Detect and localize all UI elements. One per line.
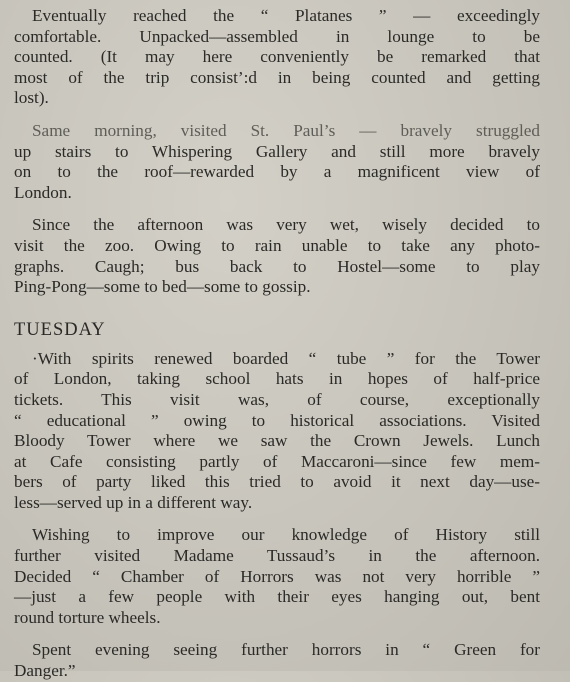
text-line: at Cafe consisting partly of Maccaroni—since few mem- (14, 451, 540, 471)
text-line: Ping-Pong—some to bed—some to gossip. (14, 277, 311, 297)
paragraph-st-pauls (14, 121, 540, 203)
paragraph-madame-tussauds (14, 525, 540, 628)
text-line: —just a few people with their eyes hanging out, bent (14, 587, 540, 607)
text-line: ·With spirits renewed boarded “ tube ” for the Tower (32, 348, 540, 368)
text-line: tickets. This visit was, of course, exceptionally (14, 389, 540, 409)
text-line: up stairs to Whispering Gallery and still more bravely (14, 141, 540, 161)
text-line: “ educational ” owing to historical associations. Visited (14, 410, 540, 430)
section-heading-tuesday: TUESDAY (14, 319, 106, 340)
text-line: Wishing to improve our knowledge of History still (32, 525, 540, 545)
text-line: Same morning, visited St. Paul’s — bravely struggled (32, 120, 540, 140)
paragraph-green-for-danger (14, 640, 540, 681)
text-line: of London, taking school hats in hopes of half-price (14, 369, 540, 389)
paragraph-tower-of-london (14, 349, 540, 514)
text-line: less—served up in a different way. (14, 492, 253, 512)
text-line: comfortable. Unpacked—assembled in lounge to be (14, 26, 540, 46)
text-line: London. (14, 182, 72, 202)
text-line: bers of party liked this tried to avoid it next day—use- (14, 472, 540, 492)
text-line: Decided “ Chamber of Horrors was not very horrible ” (14, 566, 540, 586)
text-line: Bloody Tower where we saw the Crown Jewels. Lunch (14, 431, 540, 451)
text-line: most of the trip consist’:d in being counted and getting (14, 67, 540, 87)
paragraph-zoo (14, 215, 540, 297)
text-line: visit the zoo. Owing to rain unable to take any photo- (14, 235, 540, 255)
text-line: counted. (It may here conveniently be remarked that (14, 47, 540, 67)
text-line: graphs. Caugh; bus back to Hostel—some to play (14, 256, 540, 276)
text-line: Since the afternoon was very wet, wisely decided to (32, 215, 540, 235)
text-line: Danger.” (14, 661, 76, 681)
text-line: lost). (14, 88, 49, 108)
text-line: round torture wheels. (14, 607, 161, 627)
text-line: on to the roof—rewarded by a magnificent view of (14, 162, 540, 182)
text-line: Spent evening seeing further horrors in “ Green for (32, 640, 540, 660)
text-line: Eventually reached the “ Platanes ” — exceedingly (32, 6, 540, 25)
text-line: further visited Madame Tussaud’s in the afternoon. (14, 546, 540, 566)
paragraph-platanes (14, 6, 540, 109)
